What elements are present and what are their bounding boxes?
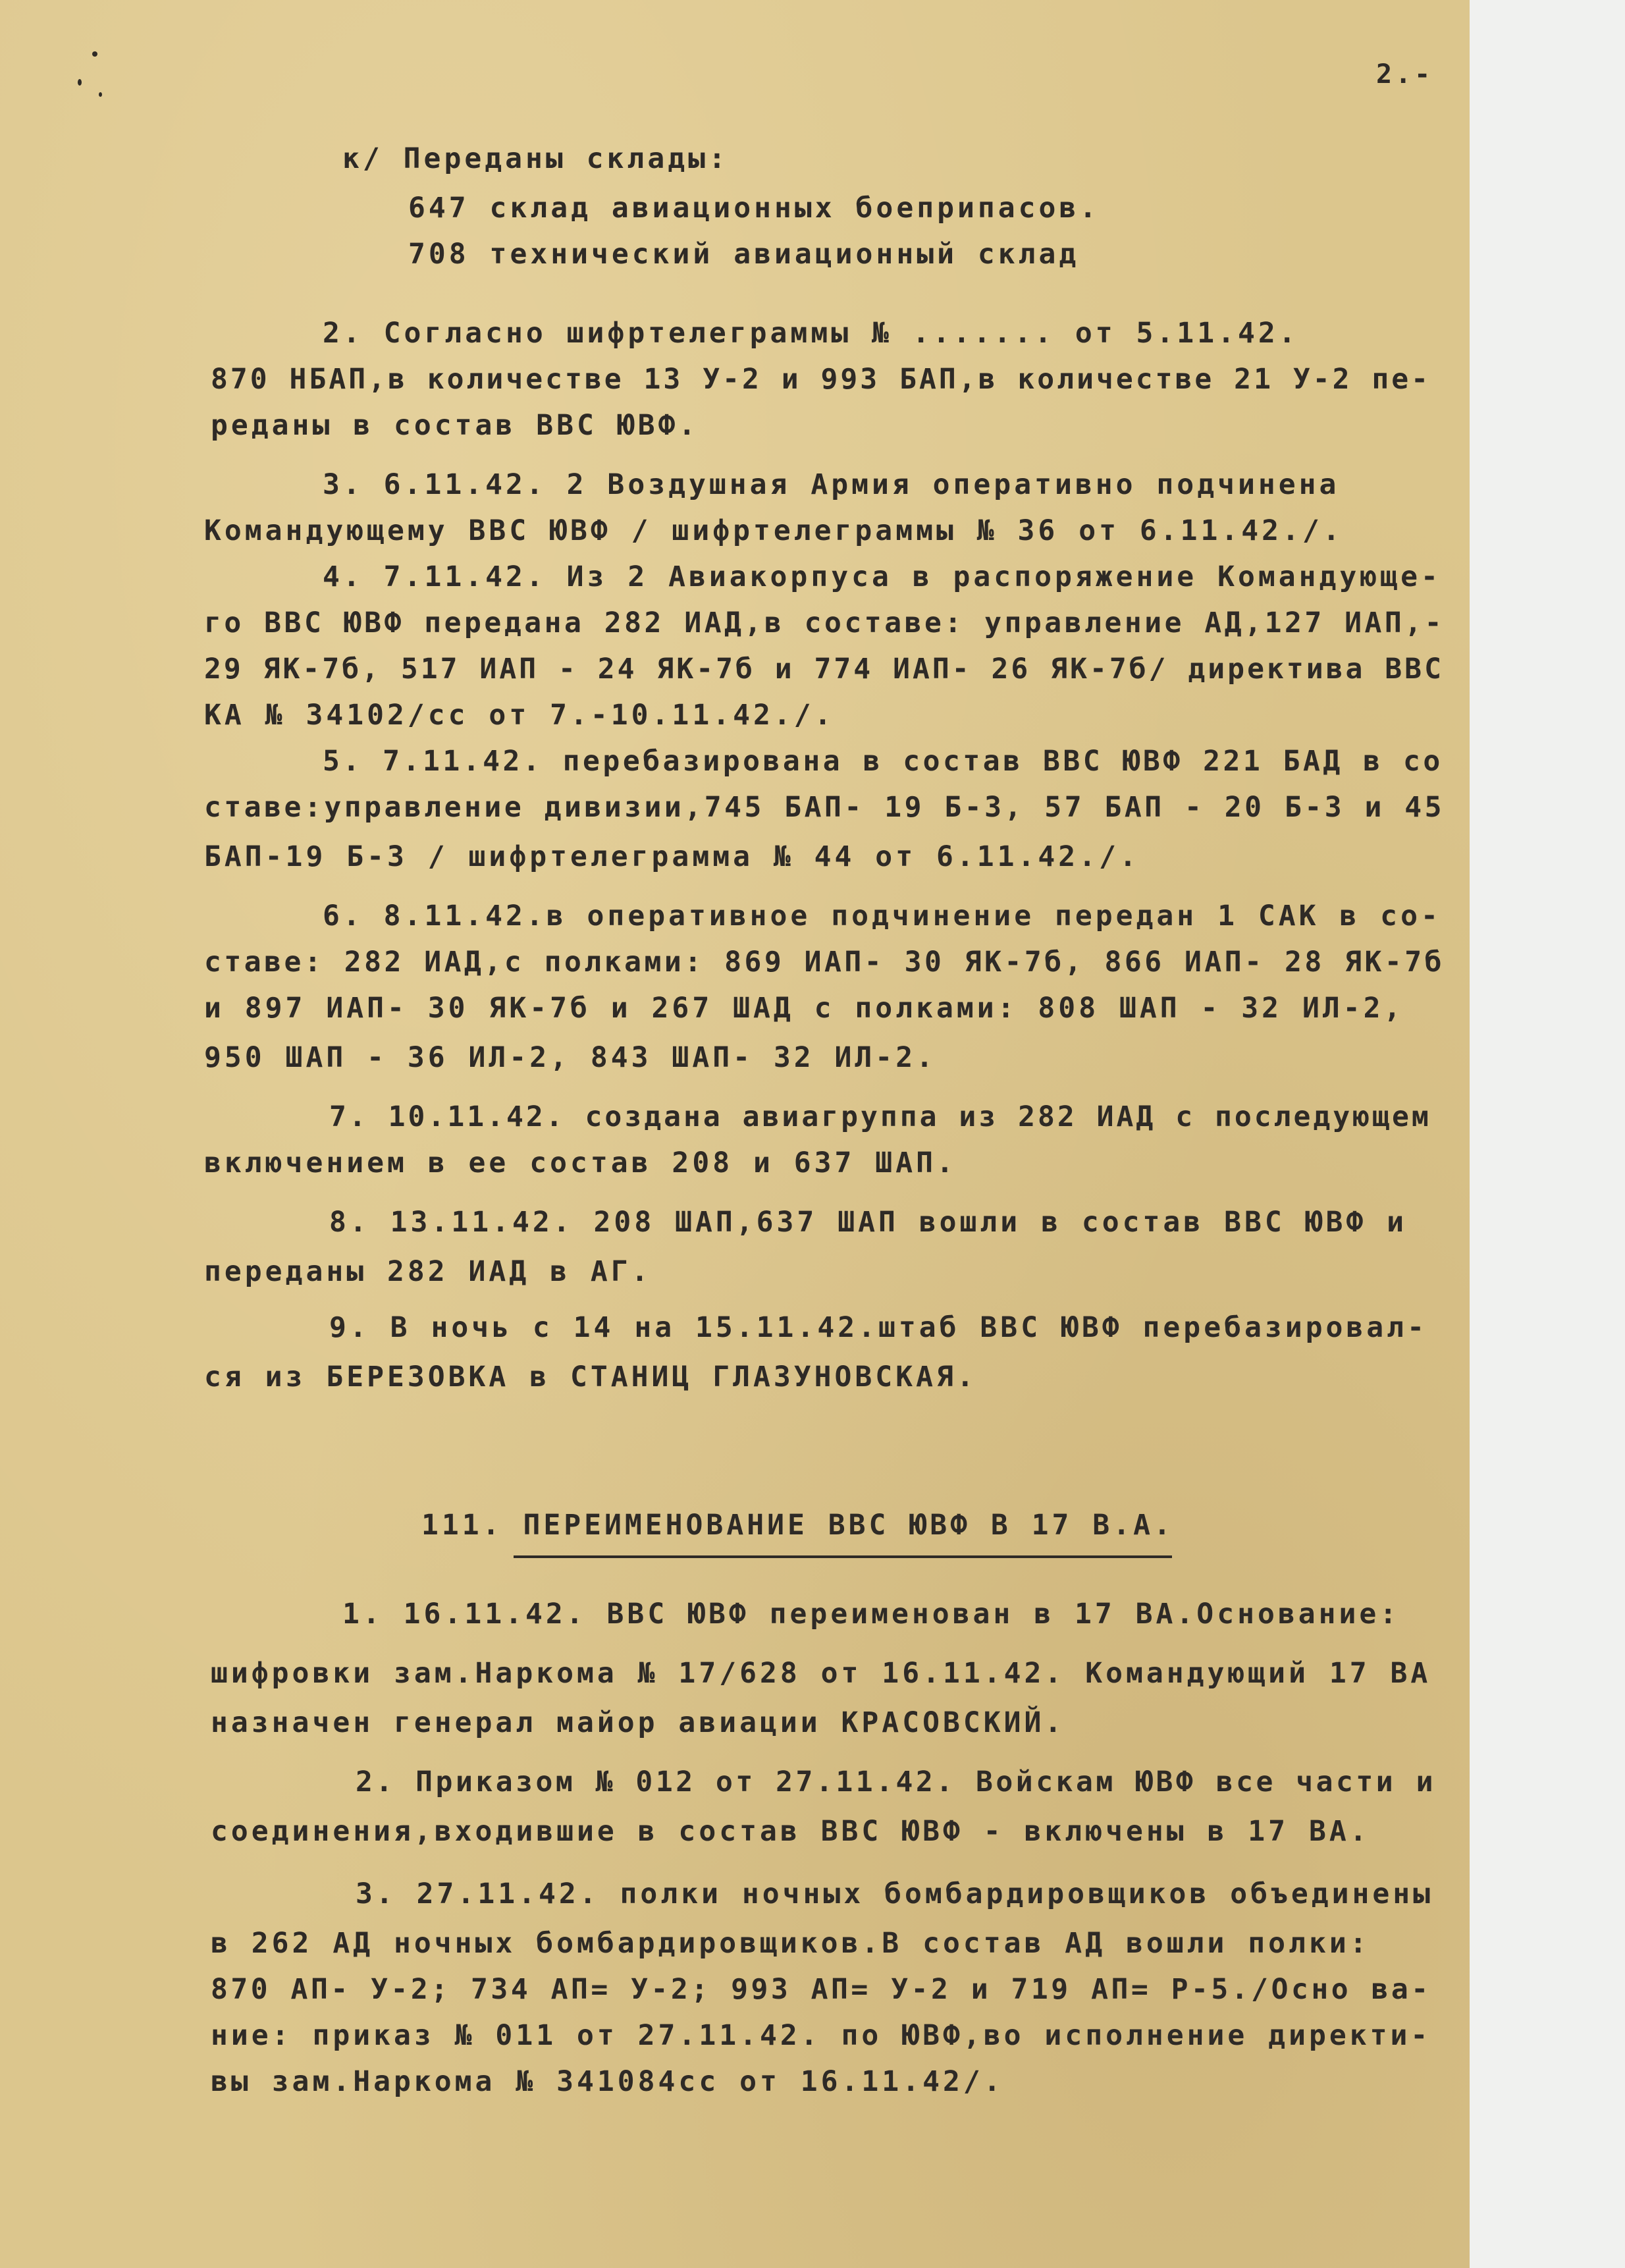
- text-line: переданы 282 ИАД в АГ.: [204, 1255, 652, 1288]
- text-line: вы зам.Наркома № 341084сс от 16.11.42/.: [211, 2065, 1004, 2098]
- ink-speck: [92, 51, 97, 57]
- text-line: 3. 6.11.42. 2 Воздушная Армия оперативно подчинена: [323, 468, 1340, 501]
- text-line: 870 АП- У-2; 734 АП= У-2; 993 АП= У-2 и 719 АП= Р-5./Осно ва-: [211, 1973, 1431, 2006]
- ink-speck: [78, 79, 82, 86]
- text-line: 6. 8.11.42.в оперативное подчинение передан 1 САК в со-: [323, 900, 1441, 932]
- text-line: соединения,входившие в состав ВВС ЮВФ - включены в 17 ВА.: [211, 1815, 1370, 1848]
- text-line: 3. 27.11.42. полки ночных бомбардировщиков объединены: [356, 1877, 1434, 1910]
- text-line: ся из БЕРЕЗОВКА в СТАНИЦ ГЛАЗУНОВСКАЯ.: [204, 1361, 977, 1393]
- text-line: 7. 10.11.42. создана авиагруппа из 282 ИАД с последующем: [329, 1100, 1431, 1133]
- text-line: 870 НБАП,в количестве 13 У-2 и 993 БАП,в количестве 21 У-2 пе-: [211, 363, 1431, 396]
- text-line: ставе: 282 ИАД,с полками: 869 ИАП- 30 ЯК-7б, 866 ИАП- 28 ЯК-7б: [204, 946, 1445, 979]
- text-line: ние: приказ № 011 от 27.11.42. по ЮВФ,во исполнение директи-: [211, 2019, 1431, 2052]
- text-line: ставе:управление дивизии,745 БАП- 19 Б-3, 57 БАП - 20 Б-3 и 45: [204, 791, 1445, 824]
- text-line: 2. Согласно шифртелеграммы № ....... от 5.11.42.: [323, 317, 1299, 350]
- ink-speck: [99, 92, 102, 97]
- text-line: го ВВС ЮВФ передана 282 ИАД,в составе: управление АД,127 ИАП,-: [204, 607, 1445, 639]
- text-line: к/ Переданы склады:: [342, 142, 729, 175]
- text-line: КА № 34102/сс от 7.-10.11.42./.: [204, 699, 835, 732]
- text-line: 950 ШАП - 36 ИЛ-2, 843 ШАП- 32 ИЛ-2.: [204, 1041, 936, 1074]
- text-line: 9. В ночь с 14 на 15.11.42.штаб ВВС ЮВФ перебазировал-: [329, 1311, 1427, 1344]
- text-line: 1. 16.11.42. ВВС ЮВФ переименован в 17 ВА.Основание:: [342, 1598, 1400, 1631]
- text-line: Командующему ВВС ЮВФ / шифртелеграммы № 36 от 6.11.42./.: [204, 514, 1343, 547]
- text-line: 5. 7.11.42. перебазирована в состав ВВС ЮВФ 221 БАД в со: [323, 745, 1443, 778]
- text-line: 4. 7.11.42. Из 2 Авиакорпуса в распоряжение Командующе-: [323, 560, 1441, 593]
- text-line: 708 технический авиационный склад: [408, 238, 1080, 271]
- text-line: включением в ее состав 208 и 637 ШАП.: [204, 1147, 957, 1179]
- text-line: назначен генерал майор авиации КРАСОВСКИЙ.: [211, 1706, 1065, 1739]
- section-heading: 111. ПЕРЕИМЕНОВАНИЕ ВВС ЮВФ В 17 В.А.: [421, 1509, 1174, 1542]
- text-line: реданы в состав ВВС ЮВФ.: [211, 409, 699, 442]
- text-line: 29 ЯК-7б, 517 ИАП - 24 ЯК-7б и 774 ИАП- 26 ЯК-7б/ директива ВВС: [204, 653, 1444, 686]
- text-line: 2. Приказом № 012 от 27.11.42. Войскам ЮВФ все части и: [356, 1766, 1436, 1798]
- text-line: шифровки зам.Наркома № 17/628 от 16.11.42. Командующий 17 ВА: [211, 1657, 1431, 1690]
- scan-background: [1470, 0, 1625, 2268]
- text-line: и 897 ИАП- 30 ЯК-7б и 267 ШАД с полками: 808 ШАП - 32 ИЛ-2,: [204, 992, 1404, 1025]
- page-number: 2.-: [1376, 59, 1434, 90]
- text-line: БАП-19 Б-3 / шифртелеграмма № 44 от 6.11.42./.: [204, 840, 1140, 873]
- text-line: в 262 АД ночных бомбардировщиков.В состав АД вошли полки:: [211, 1927, 1370, 1960]
- heading-underline: [514, 1555, 1172, 1558]
- text-line: 8. 13.11.42. 208 ШАП,637 ШАП вошли в состав ВВС ЮВФ и: [329, 1206, 1408, 1239]
- text-line: 647 склад авиационных боеприпасов.: [408, 192, 1100, 225]
